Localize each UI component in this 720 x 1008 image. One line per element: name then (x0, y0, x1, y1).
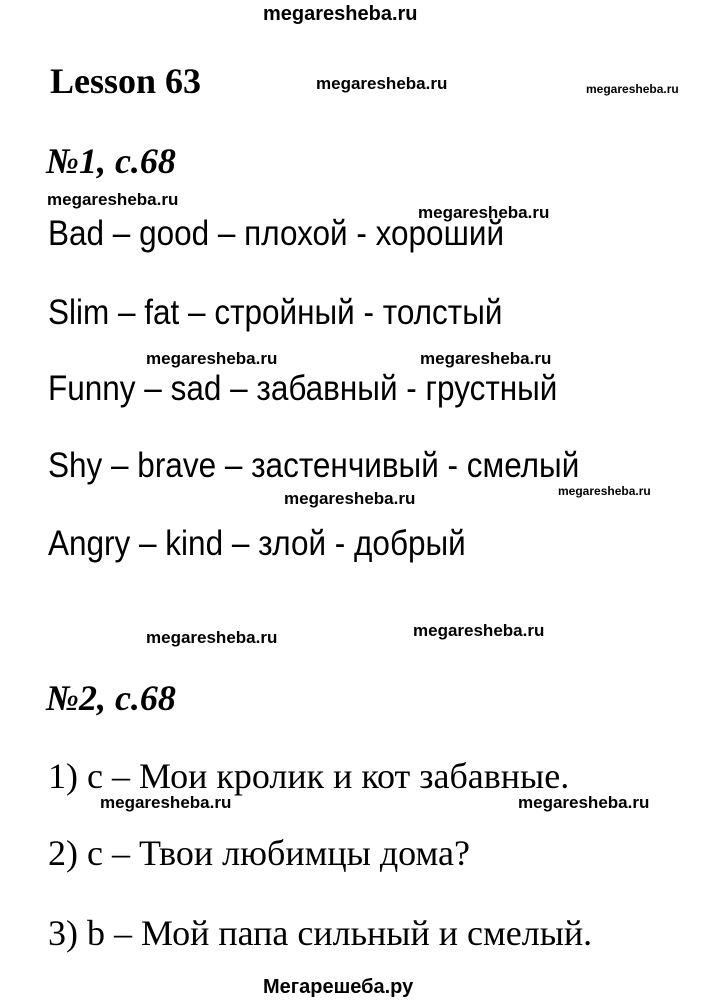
sentence: 3) b – Мой папа сильный и смелый. (48, 913, 593, 953)
sentence: 2) с – Твои любимцы дома? (48, 833, 470, 873)
watermark: megaresheba.ru (518, 793, 650, 812)
watermark: megaresheba.ru (558, 484, 651, 498)
watermark: megaresheba.ru (420, 349, 552, 368)
vocab-line: Shy – brave – застенчивый - смелый (48, 446, 580, 485)
watermark: megaresheba.ru (413, 621, 545, 640)
watermark: megaresheba.ru (418, 203, 550, 222)
watermark: megaresheba.ru (100, 793, 232, 812)
sentence: 1) с – Мои кролик и кот забавные. (48, 756, 570, 796)
vocab-line: Funny – sad – забавный - грустный (48, 369, 558, 408)
watermark: megaresheba.ru (586, 82, 679, 96)
watermark: megaresheba.ru (316, 74, 448, 93)
section1-heading: №1, с.68 (46, 141, 176, 181)
watermark: megaresheba.ru (284, 489, 416, 508)
footer-site: Мегарешеба.ру (263, 976, 414, 998)
vocab-line: Angry – kind – злой - добрый (48, 524, 466, 563)
lesson-title: Lesson 63 (50, 61, 202, 101)
watermark: megaresheba.ru (47, 190, 179, 209)
vocab-line: Slim – fat – стройный - толстый (48, 293, 503, 332)
vocab-line: Bad – good – плохой - хороший (48, 214, 505, 253)
watermark: megaresheba.ru (146, 349, 278, 368)
watermark: megaresheba.ru (146, 628, 278, 647)
header-site: megaresheba.ru (263, 3, 418, 25)
section2-heading: №2, с.68 (46, 678, 176, 718)
